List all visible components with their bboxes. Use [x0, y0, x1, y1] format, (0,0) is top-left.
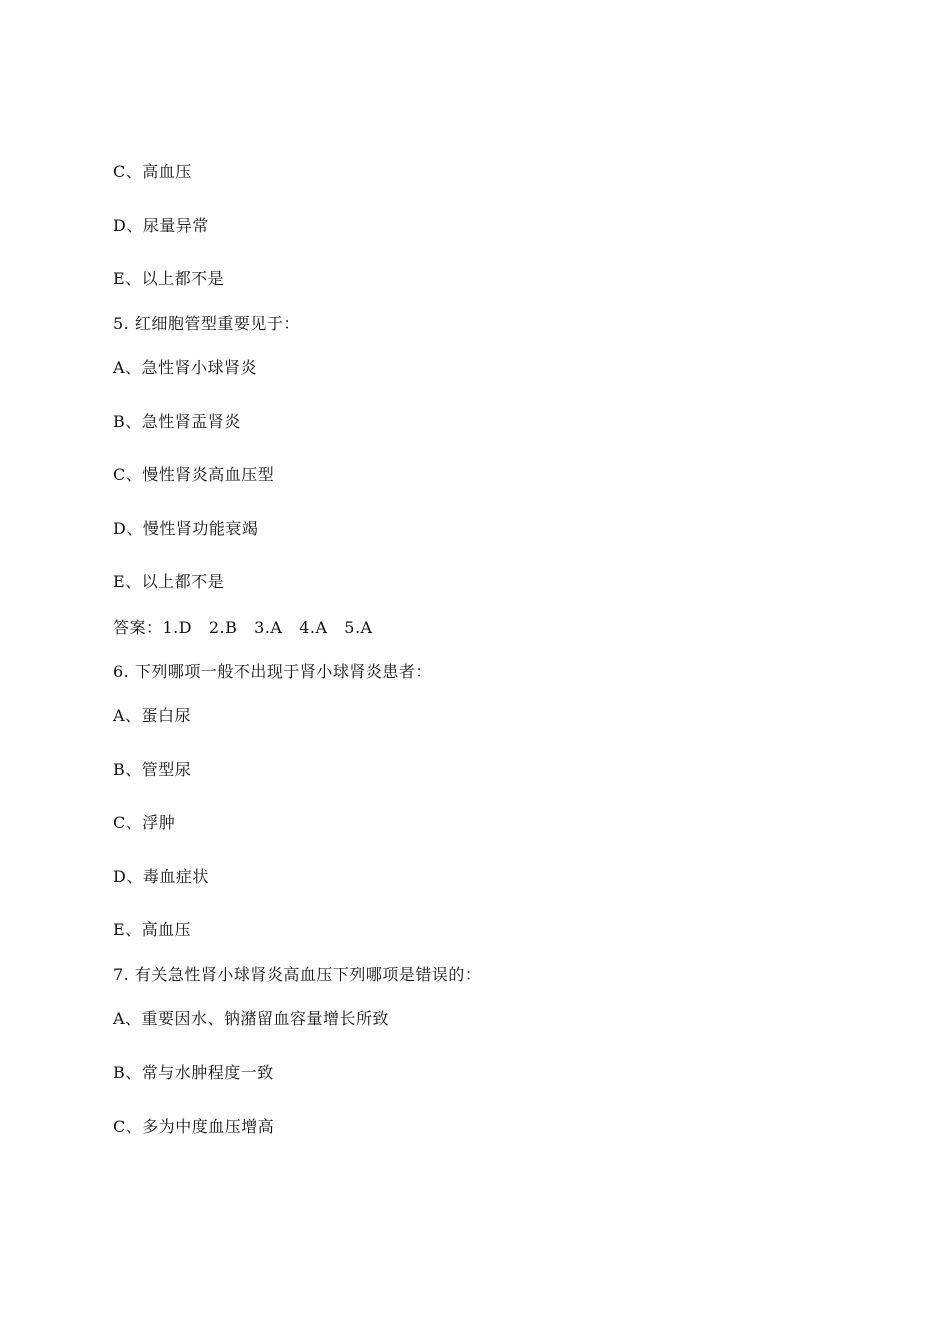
- option-a-q5: A、急性肾小球肾炎: [113, 358, 258, 377]
- option-d-q6: D、毒血症状: [113, 867, 209, 886]
- option-c-q6: C、浮肿: [113, 813, 176, 832]
- answer-key: 答案：1.D 2.B 3.A 4.A 5.A: [113, 618, 373, 637]
- option-a-q7: A、重要因水、钠潴留血容量增长所致: [113, 1009, 390, 1028]
- option-e-q5: E、以上都不是: [113, 572, 225, 591]
- question-7: 7. 有关急性肾小球肾炎高血压下列哪项是错误的：: [113, 965, 482, 984]
- option-d-q4: D、尿量异常: [113, 216, 209, 235]
- option-d-q5: D、慢性肾功能衰竭: [113, 519, 259, 538]
- option-e-q4: E、以上都不是: [113, 269, 225, 288]
- option-b-q7: B、常与水肿程度一致: [113, 1063, 274, 1082]
- question-6: 6. 下列哪项一般不出现于肾小球肾炎患者：: [113, 662, 432, 681]
- option-b-q5: B、急性肾盂肾炎: [113, 412, 241, 431]
- option-a-q6: A、蛋白尿: [113, 706, 192, 725]
- option-c-q5: C、慢性肾炎高血压型: [113, 465, 275, 484]
- option-c-q4: C、高血压: [113, 162, 192, 181]
- option-e-q6: E、高血压: [113, 920, 192, 939]
- question-5: 5. 红细胞管型重要见于：: [113, 314, 300, 333]
- option-c-q7: C、多为中度血压增高: [113, 1117, 275, 1136]
- option-b-q6: B、管型尿: [113, 760, 192, 779]
